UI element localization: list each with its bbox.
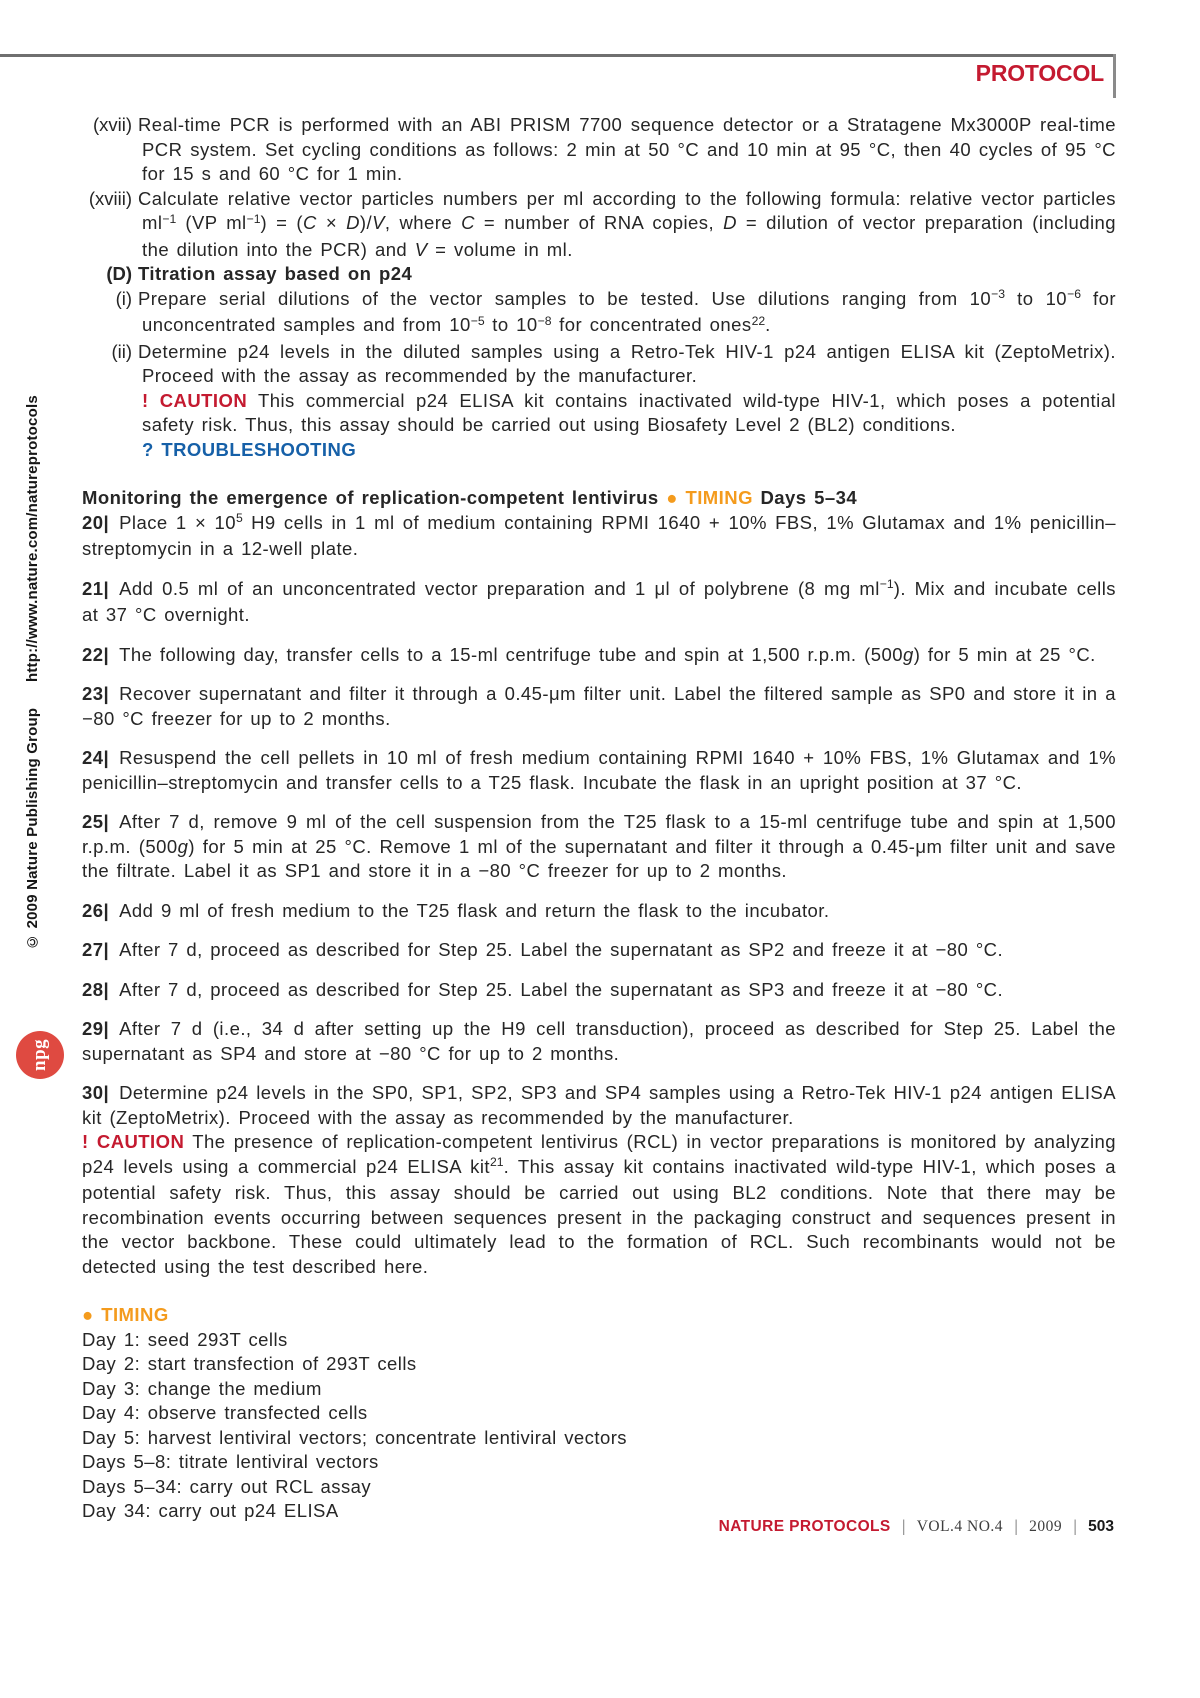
text-run: Place 1 × 10 bbox=[119, 511, 236, 533]
caution-label: ! CAUTION bbox=[82, 1131, 185, 1152]
page-content bbox=[82, 113, 1116, 1524]
text-run: The presence of replication-competent lentivirus (RCL) in vector preparations is monitored by analyzing p24 levels using a commercial p24 ELISA kit bbox=[82, 1131, 1117, 1177]
text-run: ). Mix and incubate cells at 37 °C overnight. bbox=[82, 577, 1117, 625]
step-22 bbox=[82, 643, 1116, 668]
text-run: ) for 5 min at 25 °C. Remove 1 ml of the supernatant and filter it through a 0.45-μm filter unit and save the filtrate. Label it as SP1 and store it in a −80 °C freezer for up to 2 months. bbox=[82, 835, 1116, 881]
text-run: Add 0.5 ml of an unconcentrated vector preparation and 1 μl of polybrene (8 mg ml bbox=[119, 577, 880, 599]
sidebar-url: http://www.nature.com/natureprotocols bbox=[24, 394, 41, 682]
text-run: Day 3: change the medium bbox=[82, 1377, 322, 1399]
substep-xvii bbox=[82, 113, 1116, 187]
footer-separator: | bbox=[1073, 1517, 1078, 1536]
footer-page-number: 503 bbox=[1088, 1518, 1114, 1535]
text-run: −1 bbox=[879, 577, 894, 592]
text-run: × bbox=[316, 212, 347, 233]
timing-day-4 bbox=[82, 1401, 1116, 1426]
step-24 bbox=[82, 746, 1116, 795]
substep-d-ii bbox=[82, 340, 1116, 463]
text-run: After 7 d (i.e., 34 d after setting up the H9 cell transduction), proceed as described for Step 25. Label the supernatant as SP4 and store at −80 °C for up to 2 months. bbox=[82, 1018, 1116, 1064]
caution-label: ! CAUTION bbox=[142, 389, 248, 411]
footer-journal: NATURE PROTOCOLS bbox=[718, 1518, 891, 1535]
npg-logo bbox=[16, 1031, 64, 1079]
option-d-heading bbox=[82, 262, 1116, 287]
text-run: C bbox=[303, 212, 317, 233]
text-run: to 10 bbox=[484, 314, 538, 335]
text-run: After 7 d, proceed as described for Step 25. Label the supernatant as SP2 and freeze it at −80 °C. bbox=[119, 939, 1004, 960]
timing-label: ● TIMING bbox=[666, 487, 753, 508]
protocol-label: PROTOCOL bbox=[975, 60, 1104, 86]
text-run: Real-time PCR is performed with an ABI PRISM 7700 sequence detector or a Stratagene Mx3000P real-time PCR system. Set cycling conditions as follows: 2 min at 50 °C and 10 min at 95 °C, then 40 cycles of 95 °C for 15 s and 60 °C for 1 min. bbox=[138, 114, 1116, 184]
page-footer bbox=[719, 1518, 1114, 1536]
text-run: D bbox=[723, 212, 737, 233]
step-number: 27| bbox=[82, 939, 110, 960]
step-number: 20| bbox=[82, 511, 110, 533]
text-run: 21 bbox=[489, 1155, 504, 1170]
header-rule bbox=[0, 54, 1113, 57]
timing-label: ● TIMING bbox=[82, 1304, 169, 1325]
step-number: 22| bbox=[82, 643, 110, 665]
step-number: 24| bbox=[82, 747, 110, 768]
text-run: for concentrated ones bbox=[551, 314, 752, 335]
item-label: (D) bbox=[106, 263, 132, 284]
item-label: (ii) bbox=[111, 340, 132, 362]
footer-separator: | bbox=[1014, 1517, 1019, 1536]
text-run: −3 bbox=[991, 287, 1006, 302]
step-28 bbox=[82, 978, 1116, 1003]
timing-heading bbox=[82, 1303, 1116, 1328]
timing-days-5-8 bbox=[82, 1450, 1116, 1475]
step-number: 25| bbox=[82, 811, 110, 832]
step-25 bbox=[82, 810, 1116, 884]
text-run: −6 bbox=[1067, 287, 1081, 302]
text-run: (VP ml bbox=[176, 212, 247, 233]
step-21 bbox=[82, 577, 1116, 628]
step-number: 29| bbox=[82, 1018, 110, 1039]
text-run: = dilution of vector preparation (including the dilution into the PCR) and bbox=[142, 212, 1116, 260]
sidebar-imprint bbox=[24, 368, 41, 950]
text-run: Prepare serial dilutions of the vector samples to be tested. Use dilutions ranging from 10 bbox=[138, 287, 992, 309]
text-run: −8 bbox=[537, 313, 552, 328]
npg-logo-text: npg bbox=[29, 1038, 50, 1072]
text-run: Resuspend the cell pellets in 10 ml of fresh medium containing RPMI 1640 + 10% FBS, 1% Glutamax and 1% penicillin–streptomycin and transfer cells to a T25 flask. Incubate the flask in an upright position at 37 °C. bbox=[82, 747, 1116, 793]
timing-day-5 bbox=[82, 1426, 1116, 1451]
text-run: C bbox=[461, 212, 475, 233]
step-number: 21| bbox=[82, 577, 110, 599]
footer-year: 2009 bbox=[1029, 1518, 1063, 1535]
step-20 bbox=[82, 511, 1116, 562]
text-run: −5 bbox=[470, 313, 485, 328]
text-run: Days 5–34 bbox=[752, 487, 858, 508]
step-number: 28| bbox=[82, 978, 110, 1000]
text-run: −1 bbox=[162, 211, 177, 226]
text-run: Days 5–8: titrate lentiviral vectors bbox=[82, 1451, 379, 1472]
item-label: (i) bbox=[115, 287, 132, 309]
footer-separator: | bbox=[901, 1517, 906, 1536]
text-run: 22 bbox=[751, 313, 766, 328]
text-run: The following day, transfer cells to a 15-ml centrifuge tube and spin at 1,500 r.p.m. (500 bbox=[119, 643, 903, 665]
text-run: After 7 d, remove 9 ml of the cell suspension from the T25 flask to a 15-ml centrifuge tube and spin at 1,500 r.p.m. (500 bbox=[82, 811, 1116, 857]
text-run: Day 1: seed 293T cells bbox=[82, 1328, 288, 1350]
text-run: This commercial p24 ELISA kit contains inactivated wild-type HIV-1, which poses a potential safety risk. Thus, this assay should be carried out using Biosafety Level 2 (BL2) conditions. bbox=[142, 389, 1116, 435]
section-heading-monitoring bbox=[82, 486, 1116, 511]
text-run: = volume in ml. bbox=[427, 238, 573, 260]
text-run: Days 5–34: carry out RCL assay bbox=[82, 1475, 372, 1497]
step-29 bbox=[82, 1017, 1116, 1066]
text-run: Day 2: start transfection of 293T cells bbox=[82, 1353, 417, 1374]
text-run: D bbox=[346, 212, 360, 233]
text-run: V bbox=[414, 238, 428, 260]
timing-day-3 bbox=[82, 1377, 1116, 1402]
item-label: (xvii) bbox=[92, 114, 132, 135]
text-run: After 7 d, proceed as described for Step 25. Label the supernatant as SP3 and freeze it at −80 °C. bbox=[119, 978, 1004, 1000]
text-run: ) = ( bbox=[260, 212, 304, 233]
text-run: Titration assay based on p24 bbox=[138, 263, 413, 284]
text-run: Determine p24 levels in the diluted samples using a Retro-Tek HIV-1 p24 antigen ELISA kit (ZeptoMetrix). Proceed with the assay as recommended by the manufacturer. bbox=[138, 340, 1116, 386]
text-run: . bbox=[765, 314, 771, 335]
troubleshooting-label: ? TROUBLESHOOTING bbox=[142, 438, 357, 460]
text-run: . This assay kit contains inactivated wild-type HIV-1, which poses a potential safety risk. Thus, this assay should be carried out using BL2 conditions. Note that there may be recombination events occurring between sequences present in the packaging construct and sequences present in the vector backbone. These could ultimately lead to the formation of RCL. Such recombinants would not be detected using the test described here. bbox=[82, 1155, 1116, 1277]
footer-volume: VOL.4 NO.4 bbox=[916, 1518, 1004, 1535]
step-27 bbox=[82, 938, 1116, 963]
step-23 bbox=[82, 682, 1116, 731]
text-run: Day 5: harvest lentiviral vectors; concentrate lentiviral vectors bbox=[82, 1426, 628, 1448]
text-run: , where bbox=[384, 212, 462, 233]
text-run: Monitoring the emergence of replication-competent lentivirus bbox=[82, 487, 667, 508]
text-run: ) for 5 min at 25 °C. bbox=[913, 643, 1096, 665]
text-run: Add 9 ml of fresh medium to the T25 flask and return the flask to the incubator. bbox=[119, 899, 830, 921]
substep-d-i bbox=[82, 287, 1116, 340]
text-run: )/ bbox=[359, 212, 373, 233]
timing-days-5-34 bbox=[82, 1475, 1116, 1500]
sidebar-copyright: © 2009 Nature Publishing Group bbox=[24, 707, 41, 950]
step-26 bbox=[82, 899, 1116, 924]
text-run: for unconcentrated samples and from 10 bbox=[142, 287, 1116, 335]
step-number: 26| bbox=[82, 899, 110, 921]
step-number: 23| bbox=[82, 683, 110, 704]
step-30 bbox=[82, 1081, 1116, 1279]
text-run: V bbox=[372, 212, 385, 233]
substep-xviii bbox=[82, 187, 1116, 263]
item-label: (xviii) bbox=[88, 187, 132, 209]
text-run: Day 4: observe transfected cells bbox=[82, 1402, 368, 1423]
timing-day-2 bbox=[82, 1352, 1116, 1377]
text-run: Day 34: carry out p24 ELISA bbox=[82, 1500, 339, 1521]
text-run: −1 bbox=[246, 211, 261, 226]
header-corner-bar bbox=[1113, 54, 1116, 98]
text-run: Calculate relative vector particles numbers per ml according to the following formula: relative vector particles ml bbox=[138, 187, 1116, 233]
text-run: = number of RNA copies, bbox=[474, 212, 724, 233]
text-run: g bbox=[177, 835, 189, 857]
text-run: 5 bbox=[235, 511, 243, 526]
text-run: to 10 bbox=[1005, 287, 1068, 309]
text-run: Determine p24 levels in the SP0, SP1, SP2, SP3 and SP4 samples using a Retro-Tek HIV-1 p24 antigen ELISA kit (ZeptoMetrix). Proceed with the assay as recommended by the manufacturer. bbox=[82, 1082, 1116, 1128]
text-run: g bbox=[902, 643, 914, 665]
text-run: H9 cells in 1 ml of medium containing RPMI 1640 + 10% FBS, 1% Glutamax and 1% penicillin–streptomycin in a 12-well plate. bbox=[82, 511, 1116, 559]
timing-day-1 bbox=[82, 1328, 1116, 1353]
step-number: 30| bbox=[82, 1082, 110, 1103]
text-run: Recover supernatant and filter it through a 0.45-μm filter unit. Label the filtered sample as SP0 and store it in a −80 °C freezer for up to 2 months. bbox=[82, 683, 1116, 729]
